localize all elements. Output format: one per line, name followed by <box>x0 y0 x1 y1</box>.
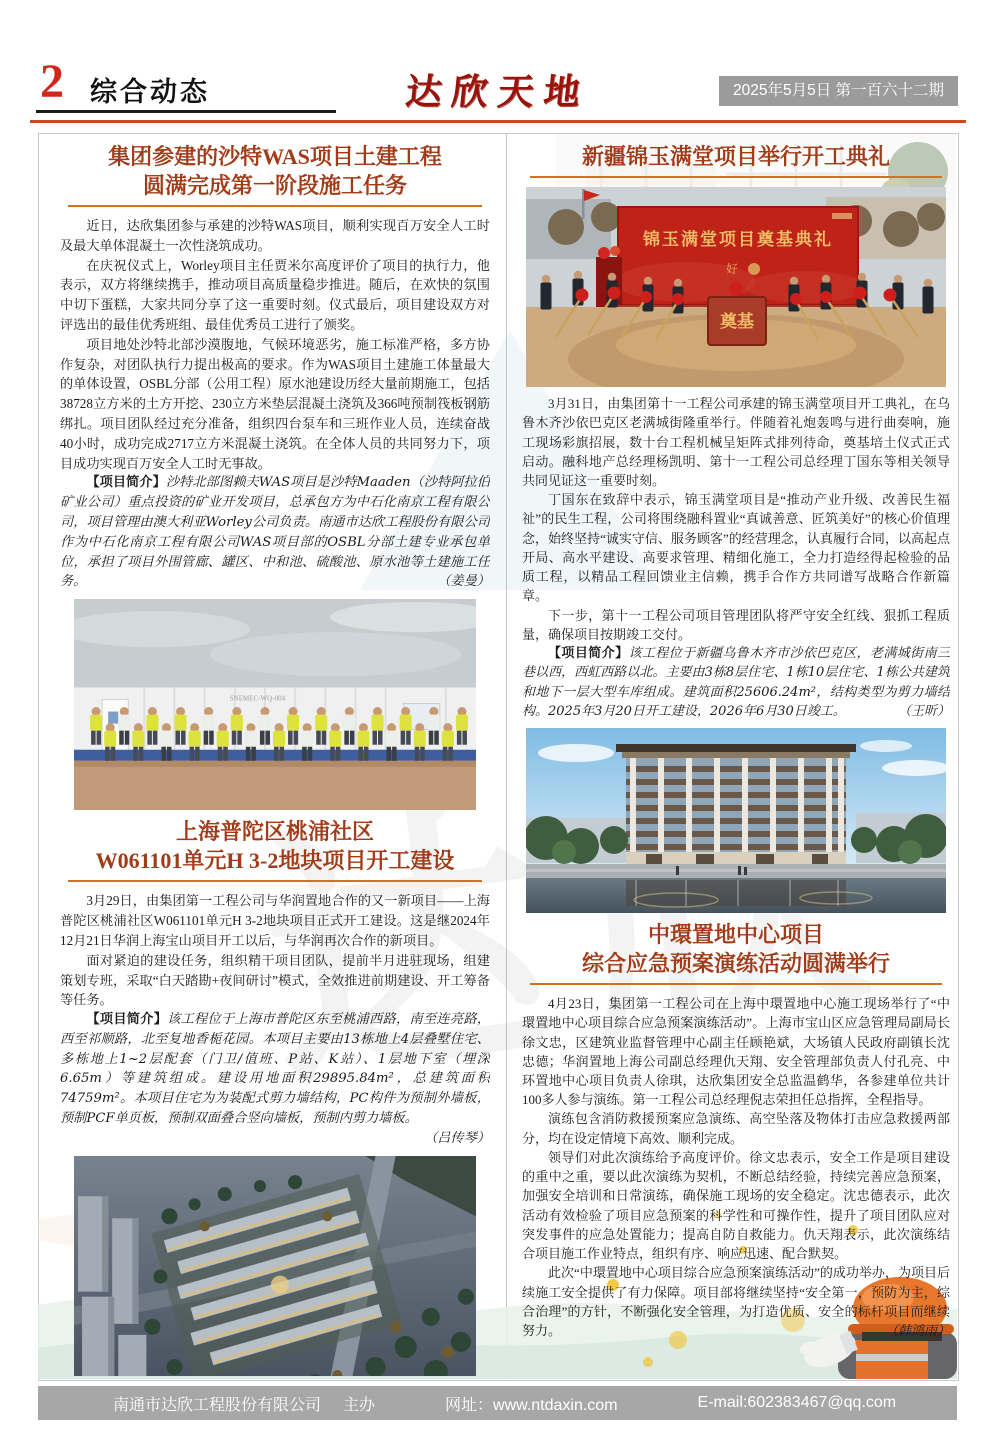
issue-date-box: 2025年5月5日 第一百六十二期 <box>719 76 958 106</box>
masthead: 达欣天地 <box>403 72 592 112</box>
article4-paragraph-4 <box>522 1263 950 1340</box>
header-black-rule <box>36 110 336 113</box>
article2-project-intro-text: 该工程位于上海市普陀区东至桃浦西路，南至连亮路，西至祁顺路，北至复地香栀花园。本项目主要由13栋地上4层叠墅住宅、多栋地上1~2层配套（门卫/值班、P站、K站）、1层地下室（埋深 6.65m）等建筑组成。建设用地面积29895.84m²，总建筑面积74759m²。本项目住宅为为装配式剪力墙结构，PC构件为预制外墙板，预制PCF单页板，预制双面叠合竖向墙板，预制内剪力墙板。 <box>60 1012 490 1127</box>
rendered-building <box>616 744 856 864</box>
svg-text:奠基: 奠基 <box>720 312 754 332</box>
article3-paragraph-2: 丁国东在致辞中表示，锦玉满堂项目是“推动产业升级、改善民生福祉”的民生工程，公司将围绕融科置业“真诚善意、匠筑美好”的核心价值理念，始终坚持“诚实守信、服务顾客”的经营理念，认真履行合同，以高起点开局、高水平建设、高要求管理、精细化施工，全力打造经得起检验的品质工程，以精品工程回馈业主信赖，携手合作方共同谱写战略合作新篇章。 <box>522 492 950 604</box>
footer-company: 南通市达欣工程股份有限公司 <box>113 1396 322 1414</box>
article4-byline: （韩鸿雨） <box>884 1323 950 1339</box>
article2-title-line1: 上海普陀区桃浦社区 <box>175 819 374 845</box>
article1-byline: （姜曼） <box>437 574 490 590</box>
article1-title-line2: 圆满完成第一阶段施工任务 <box>142 173 407 199</box>
article3-title-line1: 新疆锦玉满堂项目举行开工典礼 <box>581 144 890 169</box>
svg-text:好: 好 <box>725 262 739 277</box>
right-column <box>522 140 950 1376</box>
article1-paragraph-3: 项目地处沙特北部沙漠腹地，气候环境恶劣，施工标准严格，多方协作复杂，对团队执行力提出极高的要求。作为WAS项目土建施工体量最大的单体设置，OSBL分部（公用工程）原水池建设历经大量前期施工，包括38728立方米的土方开挖、230立方米垫层混凝土浇筑及366吨预制筏板钢筋绑扎。项目团队经过充分准备，组织四台泵车和三班作业人员，连续奋战40小时，成功完成2717立方米混凝土浇筑。在全体人员的共同努力下，项目成功实现百万安全人工时无事故。 <box>60 336 490 471</box>
jinyu-rendering-photo <box>526 728 946 913</box>
article3-paragraph-1: 3月31日，由集团第十一工程公司承建的锦玉满堂项目开工典礼，在乌鲁木齐沙依巴克区老满城街隆重举行。伴随着礼炮轰鸣与进行曲奏响，施工现场彩旗招展，数十台工程机械呈矩阵式排列待命，奠基培土仪式正式启动。融科地产总经理杨凯明、第十一工程公司总经理丁国东等相关领导共同见证这一重要时刻。 <box>522 396 950 488</box>
project-intro-label: 【项目简介】 <box>86 1012 168 1028</box>
footer-website: 网址：www.ntdaxin.com <box>445 1396 618 1414</box>
article1-paragraph-1: 近日，达欣集团参与承建的沙特WAS项目，顺利实现百万安全人工时及最大单体混凝土一次性浇筑成功。 <box>60 218 490 253</box>
article4-title-line1: 中環置地中心项目 <box>647 922 824 948</box>
article1-paragraph-2: 在庆祝仪式上，Worley项目主任贾米尔高度评价了项目的执行力，他表示，双方将继续携手，推动项目高质量稳步推进。随后，在欢快的氛围中切下蛋糕，大家共同分享了这一重要时刻。仪式最后，项目建设双方对评选出的最佳优秀班组、最佳优秀员工进行了颁奖。 <box>60 257 490 333</box>
article3-byline: （王昕） <box>897 703 950 719</box>
section-title: 综合动态 <box>90 77 210 107</box>
footer-email: E-mail:602383467@qq.com <box>697 1394 897 1411</box>
svg-text:SNEMEC-WQ-004: SNEMEC-WQ-004 <box>229 694 286 703</box>
article2-title-line2: W061101单元H 3-2地块项目开工建设 <box>95 848 455 874</box>
article3-paragraph-3: 下一步，第十一工程公司项目管理团队将严守安全红线、狠抓工程质量，确保项目按期竣工交付。 <box>522 607 950 642</box>
svg-text:锦玉满堂项目奠基典礼: 锦玉满堂项目奠基典礼 <box>643 230 833 250</box>
page-number: 2 <box>40 55 64 108</box>
article4-paragraph-1: 4月23日，集团第一工程公司在上海中環置地中心施工现场举行了“中環置地中心项目综合应急预案演练活动”。上海市宝山区应急管理局副局长徐文忠，区建筑业监督管理中心副主任顾艳斌，大场镇人民政府副镇长沈忠德；华润置地上海公司副总经理仇天翔、安全管理部负责人付孔亮、中环置地中心项目负责人徐琪，达欣集团安全总监温鹤华，各参建单位共计100多人参与演练。第一工程公司总经理倪志荣担任总指挥，全程指导。 <box>522 996 950 1108</box>
was-team-photo <box>74 599 476 810</box>
article2-title <box>60 817 490 875</box>
article1-project-intro-text: 沙特北部图赖夫WAS项目是沙特Maaden（沙特阿拉伯矿业公司）重点投资的矿业开发项目，总承包方为中石化南京工程有限公司，项目管理由澳大利亚Worley公司负责。南通市达欣工程股份有限公司作为中石化南京工程有限公司WAS项目部的OSBL分部土建专业承包单位，承担了项目外围管廊、罐区、中和池、硫酸池、原水池等土建施工任务。 <box>60 475 490 590</box>
article4-title-rule <box>530 983 942 985</box>
article1-title-rule <box>68 205 482 207</box>
article3-project-intro-text: 该工程位于新疆乌鲁木齐市沙依巴克区，老满城街南三巷以西，西虹西路以北。主要由3栋8层住宅、1栋10层住宅、1栋公共建筑和地下一层大型车库组成。建筑面积25606.24m²，结构类型为剪力墙结构。2025年3月20日开工建设，2026年6月30日竣工。 <box>522 646 950 719</box>
groundbreaking-photo <box>526 187 946 387</box>
article1-project-intro <box>60 473 490 592</box>
left-column <box>60 140 490 1376</box>
article3-title-rule <box>530 176 942 178</box>
article4-title-line2: 综合应急预案演练活动圆满举行 <box>581 951 890 977</box>
article2-title-rule <box>68 880 482 882</box>
article4-paragraph-3: 领导们对此次演练给予高度评价。徐文忠表示，安全工作是项目建设的重中之重，要以此次演练为契机，不断总结经验，持续完善应急预案，加强安全培训和日常演练，确保施工现场的安全稳定。沈忠德表示，此次活动有效检验了项目应急预案的科学性和可操作性，提升了项目团队应对突发事件的应急处置能力；提高自防自救能力。仇天翔表示，此次演练结合项目施工作业特点，组织有序、响应迅速、配合默契。 <box>522 1149 950 1262</box>
project-intro-label: 【项目简介】 <box>86 475 166 491</box>
article1-title-line1: 集团参建的沙特WAS项目土建工程 <box>108 144 442 169</box>
footer-role: 主办 <box>343 1396 376 1414</box>
article2-byline: （吕传琴） <box>424 1130 490 1146</box>
article2-project-intro <box>60 1010 490 1149</box>
article3-project-intro <box>522 644 950 721</box>
article3-title <box>522 142 950 171</box>
project-intro-label: 【项目简介】 <box>548 646 629 662</box>
article1-title <box>60 142 490 200</box>
article2-paragraph-1: 3月29日，由集团第一工程公司与华润置地合作的又一新项目——上海普陀区桃浦社区W061101单元H 3-2地块项目正式开工建设。这是继2024年12月21日华润上海宝山项目开工以后，与华润再次合作的新项目。 <box>60 893 490 948</box>
foundation-stone <box>708 297 766 345</box>
footer-bar <box>38 1386 957 1420</box>
article4-title <box>522 920 950 978</box>
article4-paragraph-2: 演练包含消防救援预案应急演练、高空坠落及物体打击应急救援两部分，均在设定情境下高效、顺利完成。 <box>522 1111 950 1146</box>
taopu-aerial-photo <box>74 1156 476 1376</box>
article4-paragraph-4-text: 此次“中環置地中心项目综合应急预案演练活动”的成功举办，为项目后续施工安全提供了有力保障。项目部将继续坚持“安全第一，预防为主，综合治理”的方针，不断强化安全管理，为打造优质、安全的标杆项目而继续努力。 <box>522 1265 950 1339</box>
article2-paragraph-2: 面对紧迫的建设任务，组织精干项目团队，提前半月进驻现场，组建策划专班，采取“白天踏勘+夜间研讨”模式，全效推进前期建设、开工筹备等任务。 <box>60 952 490 1008</box>
header-orange-rule <box>30 120 966 123</box>
